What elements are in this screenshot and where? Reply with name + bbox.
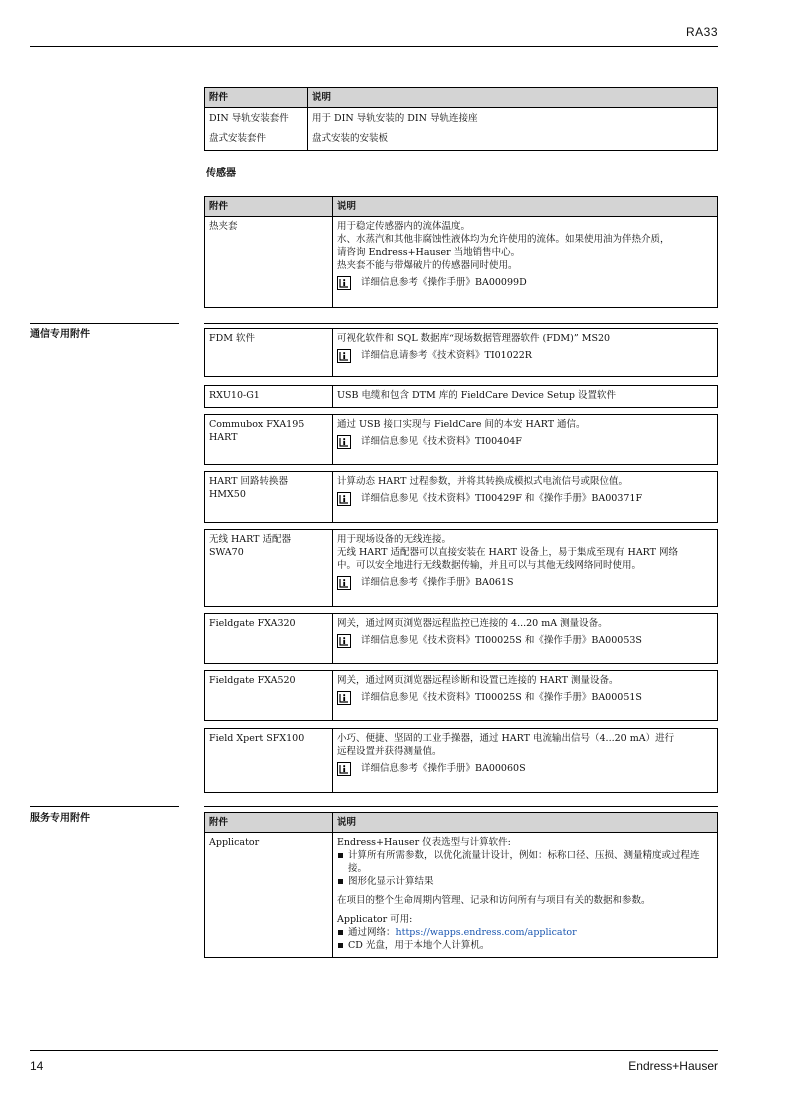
description-line: 网关，通过网页浏览器远程诊断和设置已连接的 HART 测量设备。 <box>337 675 619 686</box>
applicator-intro: Endress+Hauser 仪表选型与计算软件: <box>337 837 511 848</box>
description-line: 用于稳定传感器内的流体温度。 <box>337 221 471 232</box>
description-line: 小巧、便捷、坚固的工业手操器，通过 HART 电流输出信号（4...20 mA）进行 <box>337 733 675 744</box>
description-line: 可视化软件和 SQL 数据库“现场数据管理器软件 (FDM)” MS20 <box>337 333 611 344</box>
table-row <box>205 217 718 308</box>
info-reference <box>337 348 713 363</box>
comm-item-commubox <box>204 414 718 465</box>
accessory-description <box>333 217 718 308</box>
communication-accessories-heading: 通信专用附件 <box>30 329 90 340</box>
page-number: 14 <box>30 1059 44 1073</box>
accessory-description <box>333 472 718 523</box>
accessory-name: DIN 导轨安装套件 <box>209 113 289 124</box>
accessory-name <box>205 530 333 607</box>
comm-item-rxu10 <box>204 385 718 408</box>
accessory-description: 用于 DIN 导轨安装的 DIN 导轨连接座 <box>308 108 718 130</box>
info-reference-text: 详细信息参考《操作手册》BA061S <box>361 577 514 588</box>
comm-item-swa70 <box>204 529 718 607</box>
comm-item-hmx50 <box>204 471 718 523</box>
info-reference <box>337 633 713 648</box>
sensors-subheading: 传感器 <box>206 168 236 179</box>
name-line: HART <box>209 432 238 443</box>
info-reference <box>337 761 713 776</box>
description-line: 无线 HART 适配器可以直接安装在 HART 设备上，易于集成至现有 HART 网络 <box>337 547 679 558</box>
name-line: HMX50 <box>209 489 246 500</box>
column-header-accessory: 附件 <box>205 197 333 217</box>
description-line: 通过 USB 接口实现与 FieldCare 间的本安 HART 通信。 <box>337 419 586 430</box>
list-item <box>337 926 713 939</box>
header-rule <box>30 46 718 47</box>
web-label: 通过网络： <box>348 927 396 938</box>
info-reference-text: 详细信息参见《技术资料》TI00025S 和《操作手册》BA00053S <box>361 635 642 646</box>
accessory-description <box>333 530 718 607</box>
accessory-description <box>333 729 718 793</box>
applicator-features-list <box>337 849 713 888</box>
accessory-name: RXU10-G1 <box>209 390 260 401</box>
accessory-name <box>205 472 333 523</box>
column-header-description: 说明 <box>333 813 718 833</box>
column-header-description: 说明 <box>308 88 718 108</box>
info-reference <box>337 491 713 506</box>
info-reference-text: 详细信息参考《操作手册》BA00099D <box>361 277 527 288</box>
accessory-description: USB 电缆和包含 DTM 库的 FieldCare Device Setup 设置软件 <box>333 386 718 408</box>
table-row <box>205 833 718 958</box>
accessory-name: Fieldgate FXA320 <box>209 618 296 629</box>
sensor-accessories-table <box>204 196 718 308</box>
description-line: 中。可以安全地进行无线数据传输，并且可以与其他无线网络同时使用。 <box>337 560 642 571</box>
info-book-icon <box>337 691 351 705</box>
service-accessories-heading: 服务专用附件 <box>30 813 90 824</box>
table-row <box>205 108 718 130</box>
info-book-icon <box>337 492 351 506</box>
info-reference-text: 详细信息参见《技术资料》TI00025S 和《操作手册》BA00051S <box>361 692 642 703</box>
section-rule <box>30 806 179 807</box>
accessory-name: Applicator <box>209 837 260 848</box>
brand-name: Endress+Hauser <box>628 1059 718 1073</box>
comm-item-fxa520 <box>204 670 718 721</box>
document-model: RA33 <box>685 25 718 39</box>
column-header-accessory: 附件 <box>205 88 308 108</box>
description-line: 计算动态 HART 过程参数，并将其转换成模拟式电流信号或限位值。 <box>337 476 629 487</box>
accessory-description <box>333 833 718 958</box>
info-book-icon <box>337 576 351 590</box>
table-row <box>205 129 718 151</box>
accessory-name: Field Xpert SFX100 <box>209 733 305 744</box>
column-header-description: 说明 <box>333 197 718 217</box>
accessory-description <box>333 614 718 664</box>
description-line: 远程设置并获得测量值。 <box>337 746 442 757</box>
info-book-icon <box>337 634 351 648</box>
accessory-name: FDM 软件 <box>209 333 255 344</box>
comm-item-fdm <box>204 328 718 377</box>
info-reference-text: 详细信息参见《技术资料》TI00429F 和《操作手册》BA00371F <box>361 493 643 504</box>
description-line: 热夹套不能与带爆破片的传感器同时使用。 <box>337 260 518 271</box>
accessory-name: 盘式安装套件 <box>209 133 267 144</box>
section-rule <box>204 323 718 324</box>
section-rule <box>204 806 718 807</box>
applicator-lifecycle-text: 在项目的整个生命周期内管理、记录和访问所有与项目有关的数据和参数。 <box>337 895 651 906</box>
info-reference-text: 详细信息参见《技术资料》TI00404F <box>361 436 522 447</box>
info-book-icon <box>337 435 351 449</box>
footer-rule <box>30 1050 718 1051</box>
comm-item-fxa320 <box>204 613 718 664</box>
section-rule <box>30 323 179 324</box>
applicator-link[interactable]: https://wapps.endress.com/applicator <box>395 927 577 938</box>
info-reference-text: 详细信息参考《操作手册》BA00060S <box>361 763 526 774</box>
accessory-description <box>333 415 718 465</box>
description-line: 请咨询 Endress+Hauser 当地销售中心。 <box>337 247 521 258</box>
info-reference <box>337 575 713 590</box>
info-book-icon <box>337 762 351 776</box>
applicator-availability-label: Applicator 可用: <box>337 914 413 925</box>
list-item: CD 光盘，用于本地个人计算机。 <box>337 939 713 952</box>
accessory-name: Fieldgate FXA520 <box>209 675 296 686</box>
name-line: 无线 HART 适配器 <box>209 534 292 545</box>
info-reference-text: 详细信息请参考《技术资料》TI01022R <box>361 350 532 361</box>
applicator-availability-list <box>337 926 713 952</box>
info-reference <box>337 434 713 449</box>
accessory-name <box>205 415 333 465</box>
info-reference <box>337 275 713 290</box>
info-book-icon <box>337 349 351 363</box>
name-line: Commubox FXA195 <box>209 419 305 430</box>
accessory-description: 盘式安装的安装板 <box>308 129 718 151</box>
list-item: 图形化显示计算结果 <box>337 875 713 888</box>
description-line: 网关，通过网页浏览器远程监控已连接的 4...20 mA 测量设备。 <box>337 618 608 629</box>
description-line: 水、水蒸汽和其他非腐蚀性液体均为允许使用的流体。如果使用油为伴热介质， <box>337 234 670 245</box>
accessory-description <box>333 671 718 721</box>
info-book-icon <box>337 276 351 290</box>
name-line: HART 回路转换器 <box>209 476 288 487</box>
info-reference <box>337 690 713 705</box>
description-line: 用于现场设备的无线连接。 <box>337 534 452 545</box>
list-item: 计算所有所需参数，以优化流量计设计，例如：标称口径、压损、测量精度或过程连接。 <box>337 849 713 875</box>
accessory-description <box>333 329 718 377</box>
mounting-accessories-table <box>204 87 718 151</box>
service-accessories-table <box>204 812 718 958</box>
column-header-accessory: 附件 <box>205 813 333 833</box>
accessory-name: 热夹套 <box>209 221 238 232</box>
name-line: SWA70 <box>209 547 244 558</box>
comm-item-sfx100 <box>204 728 718 793</box>
